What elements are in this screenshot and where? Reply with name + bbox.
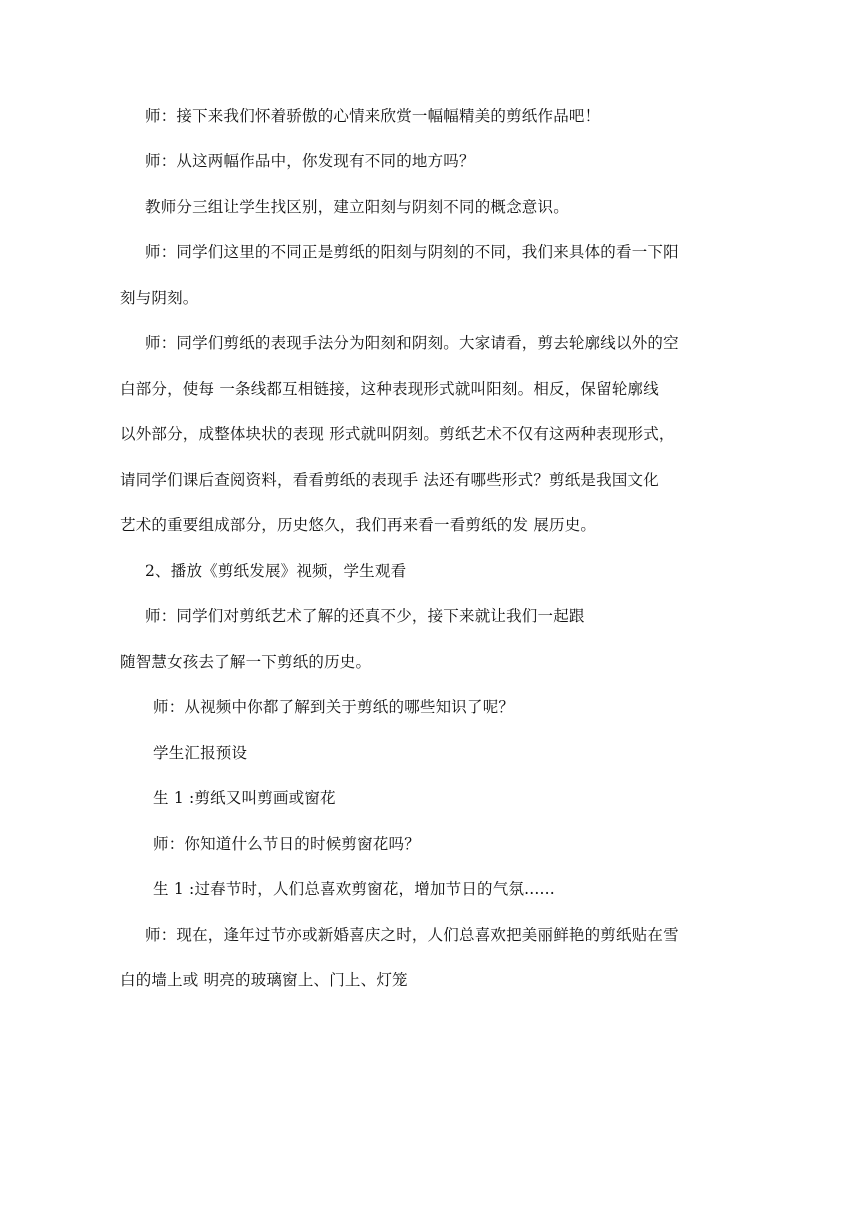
text-line-16: 生 1 :剪纸又叫剪画或窗花 [153,789,336,807]
text-line-5: 刻与阴刻。 [120,289,199,307]
text-line-4: 师：同学们这里的不同正是剪纸的阳刻与阴刻的不同，我们来具体的看一下阳 [145,243,679,261]
text-line-2: 师：从这两幅作品中，你发现有不同的地方吗？ [145,152,475,170]
text-line-14: 师：从视频中你都了解到关于剪纸的哪些知识了呢？ [153,698,515,716]
text-line-8: 以外部分，成整体块状的表现 形式就叫阴刻。剪纸艺术不仅有这两种表现形式， [120,425,675,443]
text-line-6: 师：同学们剪纸的表现手法分为阳刻和阴刻。大家请看，剪去轮廓线以外的空 [145,334,679,352]
text-line-12: 师：同学们对剪纸艺术了解的还真不少，接下来就让我们一起跟 [145,607,585,625]
text-line-19: 师：现在，逢年过节亦或新婚喜庆之时，人们总喜欢把美丽鲜艳的剪纸贴在雪 [145,926,679,944]
text-line-13: 随智慧女孩去了解一下剪纸的历史。 [120,653,372,671]
text-line-15: 学生汇报预设 [153,744,248,762]
text-line-7: 白部分，使每 一条线都互相链接，这种表现形式就叫阳刻。相反，保留轮廓线 [120,380,659,398]
text-line-20: 白的墙上或 明亮的玻璃窗上、门上、灯笼 [120,971,408,989]
text-line-17: 师：你知道什么节日的时候剪窗花吗？ [153,835,420,853]
text-line-9: 请同学们课后查阅资料，看看剪纸的表现手 法还有哪些形式？剪纸是我国文化 [120,471,659,489]
text-line-11: 2、播放《剪纸发展》视频，学生观看 [145,562,407,580]
text-line-10: 艺术的重要组成部分，历史悠久，我们再来看一看剪纸的发 展历史。 [120,516,597,534]
text-line-1: 师：接下来我们怀着骄傲的心情来欣赏一幅幅精美的剪纸作品吧！ [145,107,601,125]
text-line-18: 生 1 :过春节时，人们总喜欢剪窗花，增加节日的气氛...... [153,880,555,898]
text-line-3: 教师分三组让学生找区别，建立阳刻与阴刻不同的概念意识。 [145,198,569,216]
